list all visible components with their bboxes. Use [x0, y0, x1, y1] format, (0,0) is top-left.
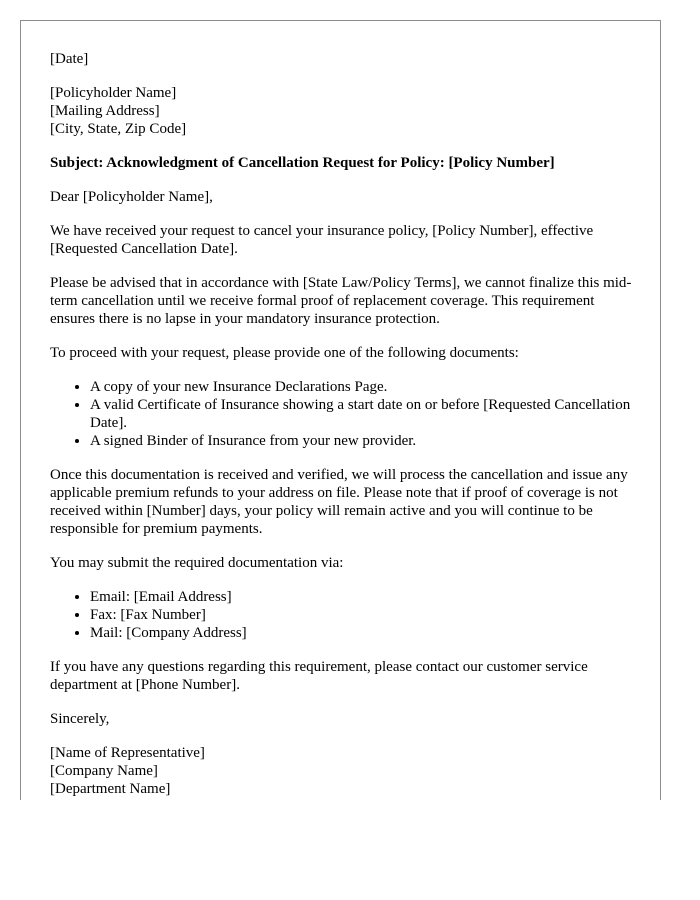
- letter-subject: Subject: Acknowledgment of Cancellation Request for Policy: [Policy Number]: [50, 155, 555, 171]
- recipient-address-block: [50, 84, 632, 138]
- recipient-mailing-address: [Mailing Address]: [50, 103, 160, 119]
- letter-closing: Sincerely,: [50, 711, 110, 727]
- paragraph-submission-intro: You may submit the required documentation via:: [50, 555, 344, 571]
- paragraph-documents-intro: To proceed with your request, please provide one of the following documents:: [50, 345, 519, 361]
- representative-name: [Name of Representative]: [50, 745, 205, 761]
- paragraph-processing-terms: Once this documentation is received and verified, we will process the cancellation and issue any applicable premium refunds to your address on file. Please note that if proof of coverage is not received within [Number] days, your policy will remain active and you will continue to be responsible for premium payments.: [50, 467, 628, 537]
- letter-date: [Date]: [50, 51, 89, 67]
- department-name: [Department Name]: [50, 781, 171, 797]
- list-item: • Mail: [Company Address]: [90, 624, 632, 642]
- company-name: [Company Name]: [50, 763, 158, 779]
- submission-methods-list: [50, 588, 632, 642]
- list-item: • Email: [Email Address]: [90, 588, 632, 606]
- list-item: • A signed Binder of Insurance from your new provider.: [90, 432, 632, 450]
- signature-block: [50, 744, 632, 798]
- paragraph-request-received: We have received your request to cancel your insurance policy, [Policy Number], effective [Requested Cancellation Date].: [50, 223, 594, 257]
- paragraph-proof-required: Please be advised that in accordance with [State Law/Policy Terms], we cannot finalize this mid-term cancellation until we receive formal proof of replacement coverage. This requirement ensures there is no lapse in your mandatory insurance protection.: [50, 275, 632, 327]
- list-item: • A copy of your new Insurance Declarations Page.: [90, 378, 632, 396]
- recipient-city-state-zip: [City, State, Zip Code]: [50, 121, 187, 137]
- list-item: • Fax: [Fax Number]: [90, 606, 632, 624]
- letter-salutation: Dear [Policyholder Name],: [50, 189, 213, 205]
- list-item: • A valid Certificate of Insurance showing a start date on or before [Requested Cancellation Date].: [90, 396, 632, 432]
- paragraph-contact-info: If you have any questions regarding this requirement, please contact our customer service department at [Phone Number].: [50, 659, 588, 693]
- letter-page: [20, 20, 661, 800]
- required-documents-list: [50, 378, 632, 450]
- recipient-name: [Policyholder Name]: [50, 85, 177, 101]
